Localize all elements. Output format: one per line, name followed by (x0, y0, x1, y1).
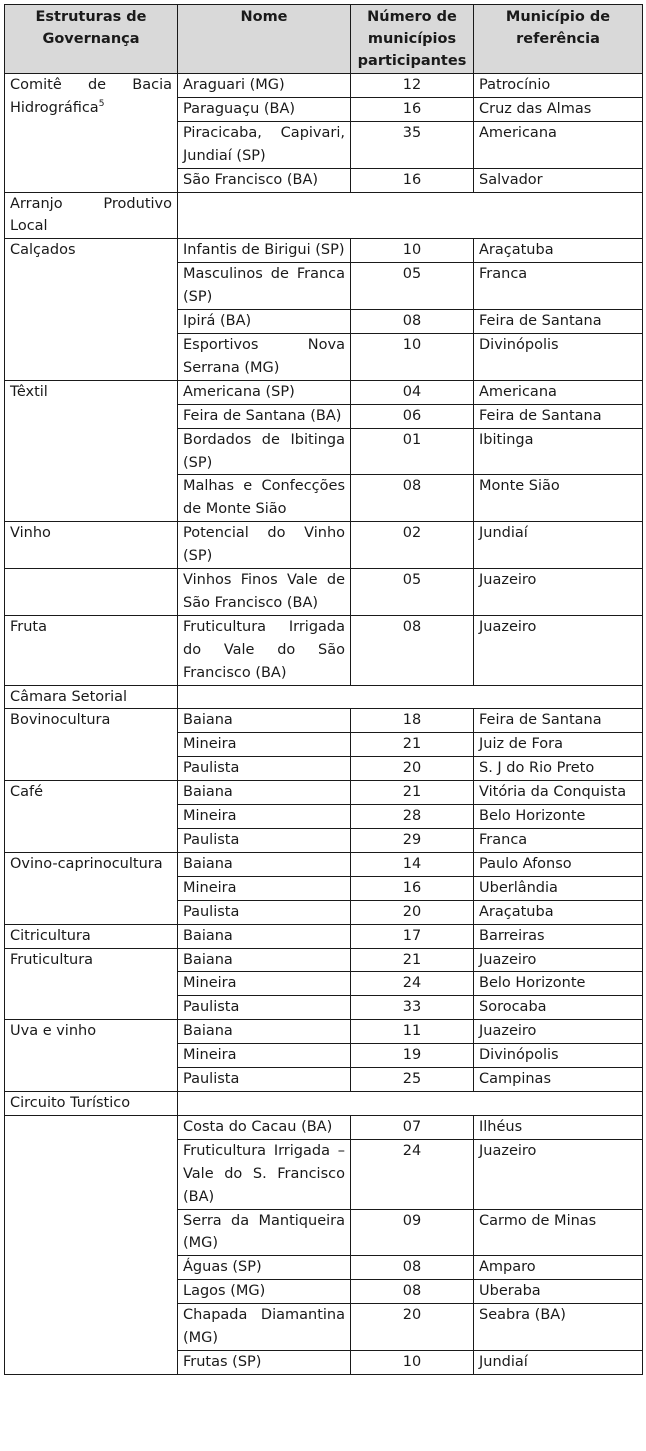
numero-cell: 16 (351, 876, 474, 900)
nome-cell: Ipirá (BA) (178, 310, 351, 334)
header-row (5, 5, 643, 74)
numero-cell: 21 (351, 781, 474, 805)
nome-cell: Mineira (178, 972, 351, 996)
numero-cell: 10 (351, 1350, 474, 1374)
numero-cell: 05 (351, 263, 474, 310)
structure-cell (5, 615, 178, 685)
municipio-cell: Uberaba (474, 1280, 643, 1304)
numero-cell: 20 (351, 900, 474, 924)
municipio-cell: Divinópolis (474, 1044, 643, 1068)
structure-cell (5, 569, 178, 616)
structure-cell (5, 781, 178, 853)
table-row (5, 852, 643, 876)
municipio-cell: Ilhéus (474, 1115, 643, 1139)
numero-cell: 08 (351, 1256, 474, 1280)
numero-cell: 07 (351, 1115, 474, 1139)
numero-cell: 28 (351, 805, 474, 829)
nome-cell: Araguari (MG) (178, 74, 351, 98)
numero-cell: 01 (351, 428, 474, 475)
nome-cell: Bordados de Ibitinga (SP) (178, 428, 351, 475)
section-label: Câmara Setorial (5, 685, 178, 709)
section-row (5, 1091, 643, 1115)
nome-cell: Piracicaba, Capivari, Jundiaí (SP) (178, 121, 351, 168)
numero-cell: 33 (351, 996, 474, 1020)
municipio-cell: Sorocaba (474, 996, 643, 1020)
table-row (5, 1020, 643, 1044)
nome-cell: Paulista (178, 996, 351, 1020)
numero-cell: 35 (351, 121, 474, 168)
municipio-cell: Belo Horizonte (474, 972, 643, 996)
municipio-cell: Ibitinga (474, 428, 643, 475)
nome-cell: Esportivos Nova Serrana (MG) (178, 333, 351, 380)
table-row (5, 709, 643, 733)
structure-label: Citricultura (10, 927, 91, 944)
municipio-cell: Franca (474, 829, 643, 853)
nome-cell: Paulista (178, 829, 351, 853)
governance-table (4, 4, 643, 1375)
structure-cell (5, 1020, 178, 1092)
table-row (5, 74, 643, 98)
nome-cell: Chapada Diamantina (MG) (178, 1304, 351, 1351)
structure-cell (5, 522, 178, 569)
municipio-cell: Jundiaí (474, 522, 643, 569)
table-row (5, 569, 643, 616)
numero-cell: 11 (351, 1020, 474, 1044)
municipio-cell: Salvador (474, 168, 643, 192)
nome-cell: Paulista (178, 757, 351, 781)
nome-cell: Mineira (178, 1044, 351, 1068)
table-body (5, 74, 643, 1375)
municipio-cell: Barreiras (474, 924, 643, 948)
header-numero: Número de municípios participantes (351, 5, 474, 74)
nome-cell: Fruticultura Irrigada do Vale do São Francisco (BA) (178, 615, 351, 685)
numero-cell: 12 (351, 74, 474, 98)
numero-cell: 10 (351, 239, 474, 263)
header-nome: Nome (178, 5, 351, 74)
numero-cell: 04 (351, 380, 474, 404)
municipio-cell: Juazeiro (474, 1020, 643, 1044)
header-municipio: Município de referência (474, 5, 643, 74)
nome-cell: Americana (SP) (178, 380, 351, 404)
municipio-cell: Campinas (474, 1068, 643, 1092)
numero-cell: 08 (351, 475, 474, 522)
nome-cell: Baiana (178, 948, 351, 972)
numero-cell: 24 (351, 1139, 474, 1209)
municipio-cell: Juazeiro (474, 615, 643, 685)
municipio-cell: Patrocínio (474, 74, 643, 98)
nome-cell: Potencial do Vinho (SP) (178, 522, 351, 569)
structure-label: Têxtil (10, 383, 48, 400)
municipio-cell: Americana (474, 121, 643, 168)
structure-cell (5, 709, 178, 781)
nome-cell: Malhas e Confecções de Monte Sião (178, 475, 351, 522)
municipio-cell: Carmo de Minas (474, 1209, 643, 1256)
structure-label: Vinho (10, 525, 51, 542)
nome-cell: Masculinos de Franca (SP) (178, 263, 351, 310)
numero-cell: 16 (351, 168, 474, 192)
nome-cell: Águas (SP) (178, 1256, 351, 1280)
municipio-cell: Seabra (BA) (474, 1304, 643, 1351)
numero-cell: 21 (351, 733, 474, 757)
numero-cell: 10 (351, 333, 474, 380)
numero-cell: 17 (351, 924, 474, 948)
nome-cell: Infantis de Birigui (SP) (178, 239, 351, 263)
municipio-cell: Juazeiro (474, 569, 643, 616)
nome-cell: Mineira (178, 733, 351, 757)
numero-cell: 20 (351, 1304, 474, 1351)
numero-cell: 08 (351, 310, 474, 334)
nome-cell: Baiana (178, 709, 351, 733)
section-empty-cell (178, 1091, 643, 1115)
section-row (5, 192, 643, 239)
numero-cell: 14 (351, 852, 474, 876)
numero-cell: 29 (351, 829, 474, 853)
footnote-marker: 5 (98, 99, 105, 110)
municipio-cell: Cruz das Almas (474, 97, 643, 121)
numero-cell: 18 (351, 709, 474, 733)
municipio-cell: Uberlândia (474, 876, 643, 900)
municipio-cell: Amparo (474, 1256, 643, 1280)
nome-cell: Paraguaçu (BA) (178, 97, 351, 121)
table-row (5, 1115, 643, 1139)
nome-cell: Baiana (178, 924, 351, 948)
municipio-cell: Franca (474, 263, 643, 310)
municipio-cell: S. J do Rio Preto (474, 757, 643, 781)
nome-cell: Costa do Cacau (BA) (178, 1115, 351, 1139)
nome-cell: Paulista (178, 1068, 351, 1092)
header-estruturas: Estruturas de Governança (5, 5, 178, 74)
municipio-cell: Juiz de Fora (474, 733, 643, 757)
numero-cell: 21 (351, 948, 474, 972)
section-label: Arranjo Produtivo Local (5, 192, 178, 239)
table-row (5, 239, 643, 263)
structure-label: Uva e vinho (10, 1023, 97, 1040)
nome-cell: Feira de Santana (BA) (178, 404, 351, 428)
structure-label: Fruticultura (10, 951, 94, 968)
nome-cell: Vinhos Finos Vale de São Francisco (BA) (178, 569, 351, 616)
structure-label: Comitê de Bacia Hidrográfica (10, 77, 172, 116)
table-row (5, 615, 643, 685)
municipio-cell: Juazeiro (474, 1139, 643, 1209)
nome-cell: Baiana (178, 852, 351, 876)
section-empty-cell (178, 685, 643, 709)
structure-cell (5, 239, 178, 380)
structure-cell (5, 1115, 178, 1374)
structure-cell (5, 852, 178, 924)
numero-cell: 20 (351, 757, 474, 781)
structure-label: Fruta (10, 618, 48, 635)
nome-cell: Baiana (178, 781, 351, 805)
municipio-cell: Jundiaí (474, 1350, 643, 1374)
structure-label: Café (10, 784, 44, 801)
numero-cell: 24 (351, 972, 474, 996)
structure-label: Bovinocultura (10, 712, 111, 729)
table-row (5, 948, 643, 972)
table-row (5, 781, 643, 805)
numero-cell: 25 (351, 1068, 474, 1092)
municipio-cell: Monte Sião (474, 475, 643, 522)
municipio-cell: Paulo Afonso (474, 852, 643, 876)
section-row (5, 685, 643, 709)
nome-cell: Mineira (178, 805, 351, 829)
nome-cell: Lagos (MG) (178, 1280, 351, 1304)
numero-cell: 09 (351, 1209, 474, 1256)
structure-cell (5, 948, 178, 1020)
municipio-cell: Araçatuba (474, 239, 643, 263)
municipio-cell: Araçatuba (474, 900, 643, 924)
municipio-cell: Feira de Santana (474, 709, 643, 733)
table-row (5, 380, 643, 404)
nome-cell: Mineira (178, 876, 351, 900)
municipio-cell: Juazeiro (474, 948, 643, 972)
nome-cell: Paulista (178, 900, 351, 924)
structure-cell (5, 380, 178, 521)
nome-cell: Serra da Mantiqueira (MG) (178, 1209, 351, 1256)
nome-cell: Frutas (SP) (178, 1350, 351, 1374)
structure-label: Ovino-caprinocultura (10, 855, 163, 872)
structure-label: Calçados (10, 242, 76, 259)
table-row (5, 924, 643, 948)
municipio-cell: Belo Horizonte (474, 805, 643, 829)
nome-cell: São Francisco (BA) (178, 168, 351, 192)
municipio-cell: Vitória da Conquista (474, 781, 643, 805)
nome-cell: Fruticultura Irrigada – Vale do S. Francisco (BA) (178, 1139, 351, 1209)
nome-cell: Baiana (178, 1020, 351, 1044)
numero-cell: 05 (351, 569, 474, 616)
section-empty-cell (178, 192, 643, 239)
table-row (5, 522, 643, 569)
structure-cell (5, 924, 178, 948)
numero-cell: 06 (351, 404, 474, 428)
numero-cell: 08 (351, 1280, 474, 1304)
numero-cell: 08 (351, 615, 474, 685)
municipio-cell: Americana (474, 380, 643, 404)
municipio-cell: Feira de Santana (474, 310, 643, 334)
numero-cell: 19 (351, 1044, 474, 1068)
section-label: Circuito Turístico (5, 1091, 178, 1115)
numero-cell: 02 (351, 522, 474, 569)
numero-cell: 16 (351, 97, 474, 121)
municipio-cell: Feira de Santana (474, 404, 643, 428)
municipio-cell: Divinópolis (474, 333, 643, 380)
structure-cell (5, 74, 178, 193)
